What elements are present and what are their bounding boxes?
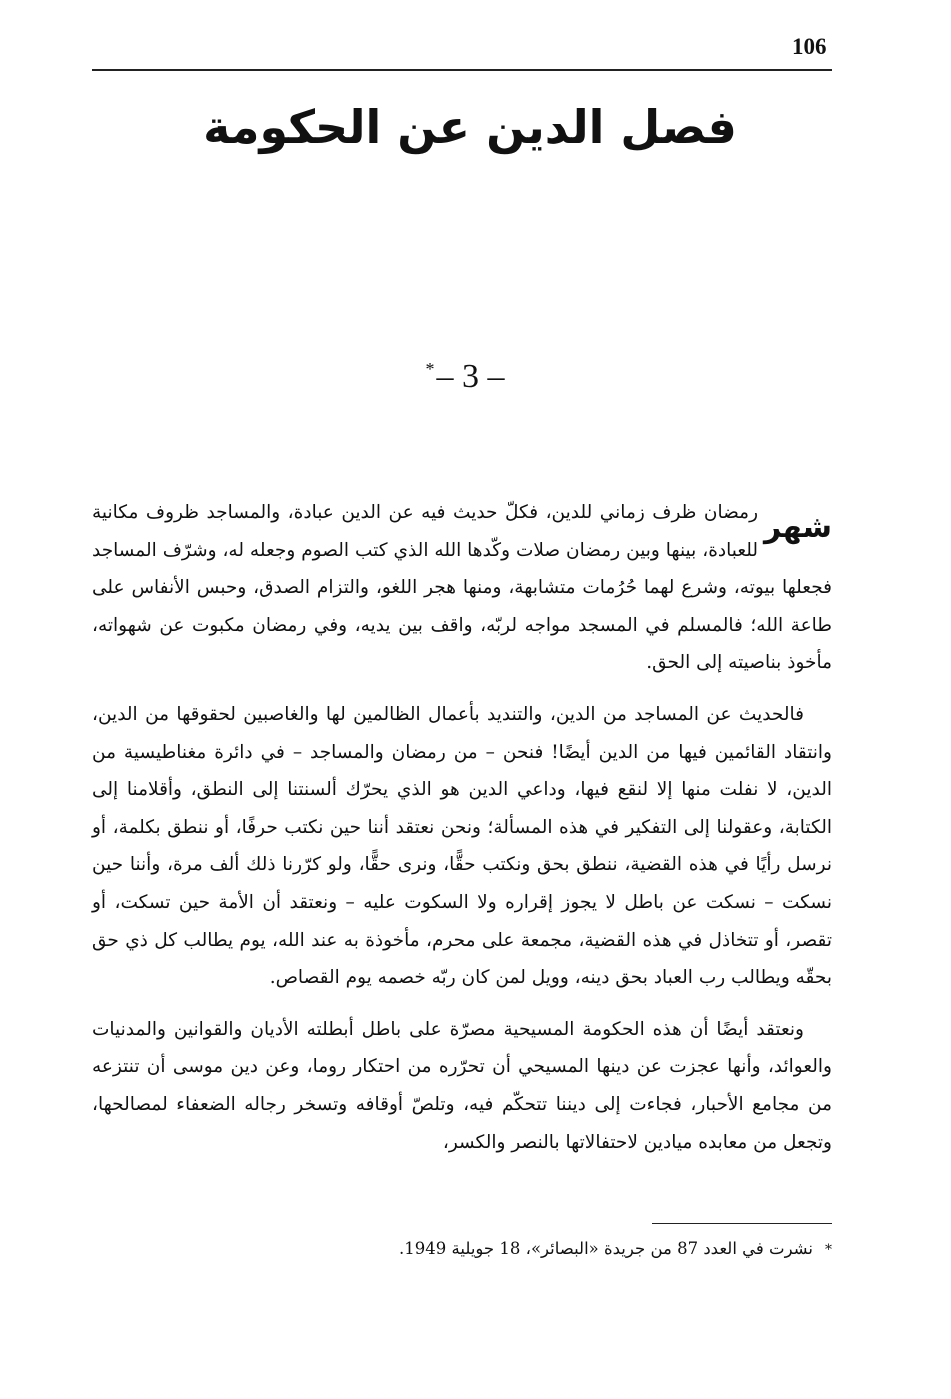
- section-number-wrapper: [380, 358, 550, 396]
- section-number: – 3 –: [436, 358, 505, 395]
- footnote-rule: [652, 1223, 832, 1224]
- paragraph-1-text: رمضان ظرف زماني للدين، فكلّ حديث فيه عن الدين عبادة، والمساجد ظروف مكانية للعبادة، بينها وبين رمضان صلات وكّدها الله الذي كتب الصوم وجعله له، وشرّف المساجد فجعلها بيوته، وشرع لهما حُرُمات متشابهة، ومنها هجر اللغو، والتزام الصدق، وحبس الأنفاس على طاعة الله؛ فالمسلم في المسجد مواجه لربّه، واقف بين يديه، وفي رمضان مكبوت عن شهواته، مأخوذ بناصيته إلى الحق.: [92, 502, 832, 674]
- footnote-marker: *: [825, 1242, 832, 1258]
- paragraph-1: [92, 494, 832, 682]
- body-text: [92, 494, 832, 1175]
- header-rule: [92, 69, 832, 71]
- footnote: [292, 1236, 832, 1263]
- paragraph-3: ونعتقد أيضًا أن هذه الحكومة المسيحية مصرّة على باطل أبطلته الأديان والقوانين والمدنيات والعوائد، وأنها عجزت عن دينها المسيحي أن تحرّره من احتكار روما، وعن دين موسى أن تنتزعه من مجامع الأحبار، فجاءت إلى ديننا تتحكّم فيه، وتلصّ أوقافه وتسخر رجاله الضعفاء لمصالحها، وتجعل من معابده ميادين لاحتفالاتها بالنصر والكسر،: [92, 1018, 832, 1153]
- page-number: 106: [792, 34, 827, 59]
- chapter-title: فصل الدين عن الحكومة: [203, 100, 737, 154]
- drop-word: شهر: [764, 510, 832, 545]
- paragraph-2: فالحديث عن المساجد من الدين، والتنديد بأعمال الظالمين لها والغاصبين لحقوقها من الدين، وانتقاد القائمين فيها من الدين أيضًا! فنحن – من رمضان والمساجد – في دائرة مغناطيسية من الدين، لا نفلت منها إلا لنقع فيها، وداعي الدين هو الذي يحرّك ألسنتنا إلى النطق، وأقلامنا إلى الكتابة، وعقولنا إلى التفكير في هذه المسألة؛ ونحن نعتقد أننا حين نكتب حرفًا، أو ننطق بكلمة، أو نرسل رأيًا في هذه القضية، ننطق بحق ونكتب حقًّا، ونرى حقًّا، ولو كرّرنا ذلك ألف مرة، وأننا حين نسكت – نسكت عن باطل لا يجوز إقراره ولا السكوت عليه – ونعتقد أن الأمة حين تسكت، أو تقصر، أو تتخاذل في هذه القضية، مجمعة على محرم، مأخوذة به عند الله، يوم يطالب كل ذي حق بحقّه ويطالب رب العباد بحق دينه، وويل لمن كان ربّه خصمه يوم القصاص.: [92, 703, 832, 989]
- section-footnote-marker: *: [425, 358, 435, 379]
- footnote-text: نشرت في العدد 87 من جريدة «البصائر»، 18 جويلية 1949.: [399, 1239, 813, 1258]
